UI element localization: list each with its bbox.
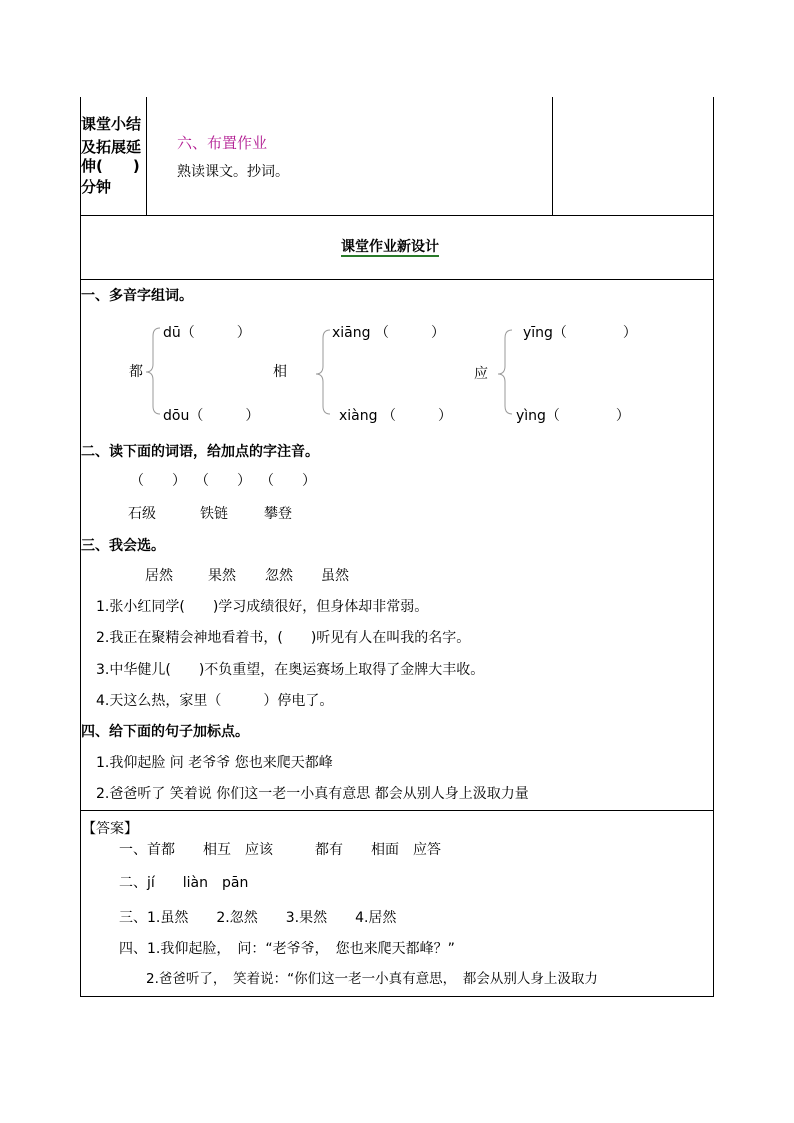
answer-line: 三、1.虽然 2.忽然 3.果然 4.居然 (119, 910, 397, 926)
summary-label-line: 分钟 (81, 178, 112, 196)
q3-item: 2.我正在聚精会神地看着书，( )听见有人在叫我的名字。 (96, 630, 471, 646)
q1-pinyin-blank[interactable]: dū（ ） (163, 325, 251, 341)
q4-heading: 四、给下面的句子加标点。 (81, 724, 249, 740)
answer-line: 四、1.我仰起脸， 问：“老爷爷， 您也来爬天都峰？” (119, 941, 455, 957)
q3-option: 忽然 (265, 568, 293, 584)
q1-heading: 一、多音字组词。 (81, 288, 193, 304)
q2-word: 攀登 (264, 506, 292, 522)
q1-pinyin-blank[interactable]: xiāng （ ） (332, 325, 445, 341)
q3-option: 居然 (145, 568, 173, 584)
q2-word: 铁链 (200, 506, 228, 522)
q3-item: 1.张小红同学( )学习成绩很好，但身体却非常弱。 (96, 599, 429, 615)
summary-label-line: 及拓展延 (81, 138, 142, 156)
q1-pinyin-blank[interactable]: yìng（ ） (516, 408, 630, 424)
q2-blank[interactable]: （ ） (195, 473, 251, 489)
q4-item: 1.我仰起脸 问 老爷爷 您也来爬天都峰 (96, 755, 333, 771)
summary-label-line: 课堂小结 (81, 115, 142, 133)
q1-char: 相 (273, 364, 287, 380)
q4-item: 2.爸爸听了 笑着说 你们这一老一小真有意思 都会从别人身上汲取力量 (96, 786, 529, 802)
answer-line: 一、首都 相互 应该 都有 相面 应答 (119, 842, 441, 858)
worksheet-title: 课堂作业新设计 (341, 239, 439, 255)
q2-heading: 二、读下面的词语，给加点的字注音。 (81, 444, 319, 460)
homework-section-body: 熟读课文。抄词。 (177, 164, 289, 180)
q2-blank[interactable]: （ ） (260, 473, 316, 489)
summary-label-line: 伸( ) (81, 157, 140, 175)
q1-char: 应 (474, 366, 488, 382)
answers-heading: 【答案】 (82, 821, 138, 837)
q1-pinyin-blank[interactable]: yīng（ ） (523, 325, 637, 341)
q1-char: 都 (129, 364, 143, 380)
q2-word: 石级 (128, 506, 156, 522)
q2-blank[interactable]: （ ） (130, 473, 186, 489)
q3-item: 3.中华健儿( )不负重望，在奥运赛场上取得了金牌大丰收。 (96, 662, 485, 678)
q1-pinyin-blank[interactable]: xiàng （ ） (339, 408, 452, 424)
q3-option: 虽然 (321, 568, 349, 584)
q3-item: 4.天这么热，家里（ ）停电了。 (96, 693, 334, 709)
q3-option: 果然 (208, 568, 236, 584)
homework-section-title: 六、布置作业 (177, 134, 268, 152)
answer-line: 2.爸爸听了， 笑着说：“你们这一老一小真有意思， 都会从别人身上汲取力 (146, 971, 598, 987)
answer-line: 二、jí liàn pān (119, 875, 249, 891)
q3-heading: 三、我会选。 (81, 538, 165, 554)
q1-pinyin-blank[interactable]: dōu（ ） (163, 408, 260, 424)
